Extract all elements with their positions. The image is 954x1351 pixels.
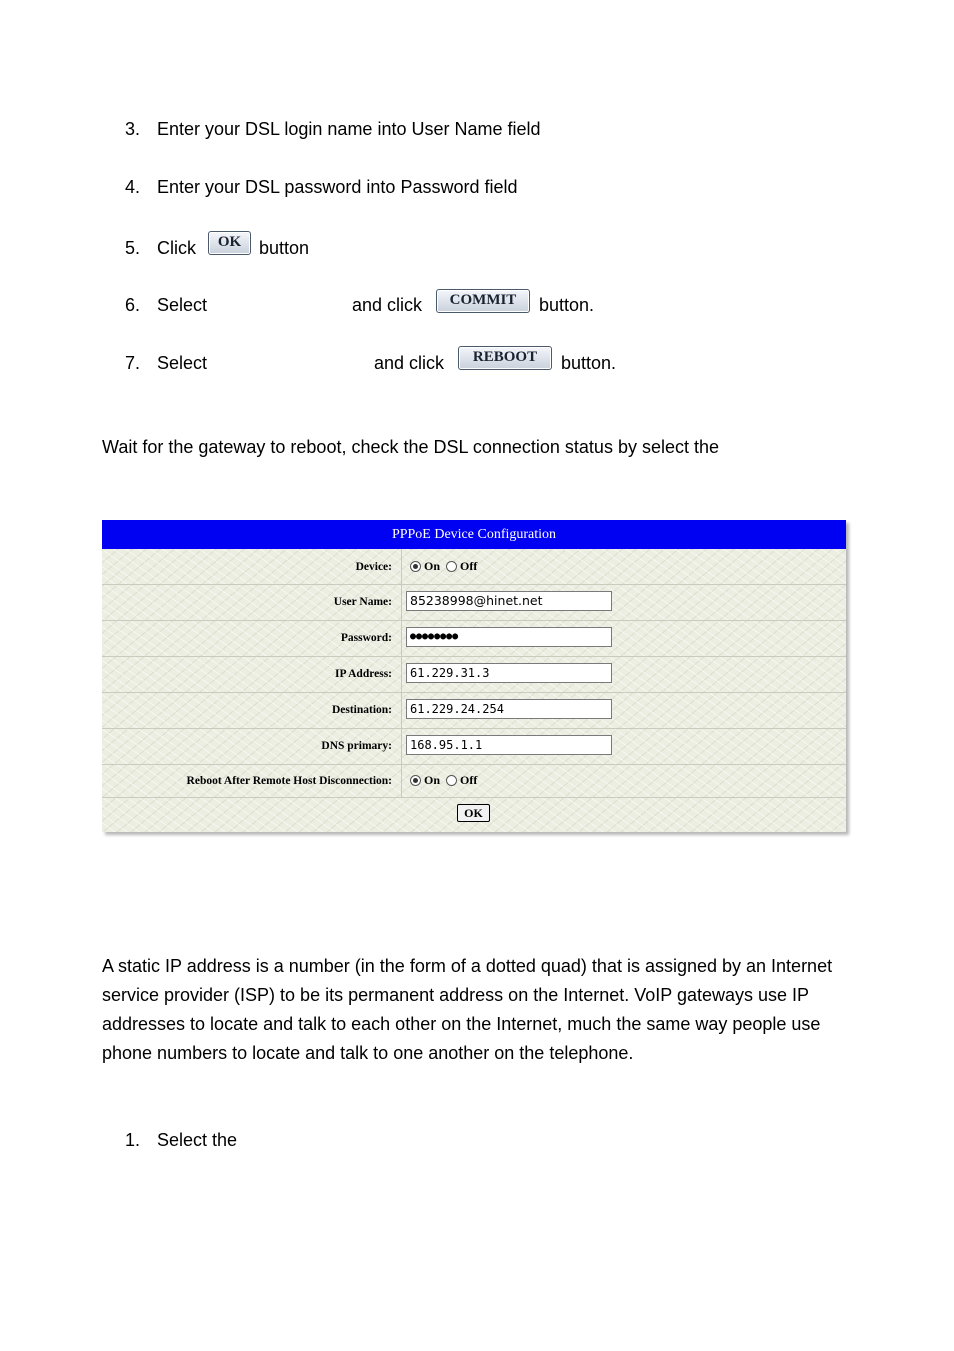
step-7-after-text: button.	[561, 353, 617, 373]
column-divider	[401, 656, 402, 692]
username-field[interactable]: 85238998@hinet.net	[406, 591, 612, 611]
reboot-disconnect-label: Reboot After Remote Host Disconnection:	[186, 774, 392, 787]
commit-button-image: COMMIT	[436, 289, 530, 313]
static-ip-paragraph: A static IP address is a number (in the form of a dotted quad) that is assigned by an Internet service provider (ISP) to be its permanent address on the Internet. VoIP gateways use IP addresses to locate and talk to each other on the Internet, much the same way people use phone numbers to locate and talk to one another on the telephone.	[102, 956, 833, 1063]
reboot-on-label: On	[424, 773, 441, 787]
password-row	[102, 620, 846, 657]
password-label: Password:	[340, 632, 392, 644]
column-divider	[401, 620, 402, 656]
destination-field[interactable]: 61.229.24.254	[406, 699, 612, 719]
step-6-after-text: button.	[539, 295, 595, 315]
step-number: 5.	[125, 238, 141, 258]
device-radio-group	[410, 549, 483, 584]
device-label: Device:	[355, 560, 392, 573]
column-divider	[401, 692, 402, 728]
dns-primary-field[interactable]: 168.95.1.1	[406, 735, 612, 755]
step-text: Select the	[157, 1130, 238, 1150]
reboot-off-label: Off	[460, 773, 478, 787]
destination-label: Destination:	[331, 704, 392, 716]
device-on-radio[interactable]	[410, 561, 421, 572]
column-divider	[401, 728, 402, 764]
reboot-button-image: REBOOT	[458, 346, 552, 370]
dns-primary-label: DNS primary:	[321, 740, 392, 752]
step-text: Click	[157, 238, 196, 258]
column-divider	[401, 584, 402, 620]
step-number: 7.	[125, 353, 141, 373]
step-7-mid-text: and click	[374, 353, 445, 373]
reboot-radio-group	[410, 764, 483, 797]
reboot-off-radio[interactable]	[446, 775, 457, 786]
destination-row	[102, 692, 846, 729]
device-off-label: Off	[460, 559, 478, 573]
step-text: Select	[157, 295, 208, 315]
wait-instruction: Wait for the gateway to reboot, check the DSL connection status by select the	[102, 437, 720, 457]
step-text: Enter your DSL password into Password field	[157, 177, 518, 197]
reboot-on-radio[interactable]	[410, 775, 421, 786]
device-on-label: On	[424, 559, 441, 573]
pppoe-config-panel	[102, 520, 846, 832]
step-number: 1.	[125, 1130, 141, 1150]
step-number: 4.	[125, 177, 141, 197]
step-text: Enter your DSL login name into User Name field	[157, 119, 541, 139]
step-6-mid-text: and click	[352, 295, 423, 315]
step-number: 3.	[125, 119, 141, 139]
username-row	[102, 584, 846, 621]
ok-button[interactable]: OK	[457, 804, 490, 822]
username-label: User Name:	[333, 596, 392, 608]
password-field[interactable]: ●●●●●●●●	[406, 627, 612, 647]
step-5-after-text: button	[259, 238, 310, 258]
column-divider	[401, 549, 402, 584]
reboot-disconnect-row	[102, 764, 846, 798]
column-divider	[401, 764, 402, 797]
ok-button-image: OK	[208, 231, 251, 255]
panel-title: PPPoE Device Configuration	[102, 520, 846, 549]
device-row	[102, 549, 846, 585]
dns-primary-row	[102, 728, 846, 765]
step-text: Select	[157, 353, 208, 373]
step-number: 6.	[125, 295, 141, 315]
ip-address-field[interactable]: 61.229.31.3	[406, 663, 612, 683]
submit-row	[102, 797, 846, 832]
ip-address-label: IP Address:	[335, 668, 392, 680]
ip-address-row	[102, 656, 846, 693]
device-off-radio[interactable]	[446, 561, 457, 572]
